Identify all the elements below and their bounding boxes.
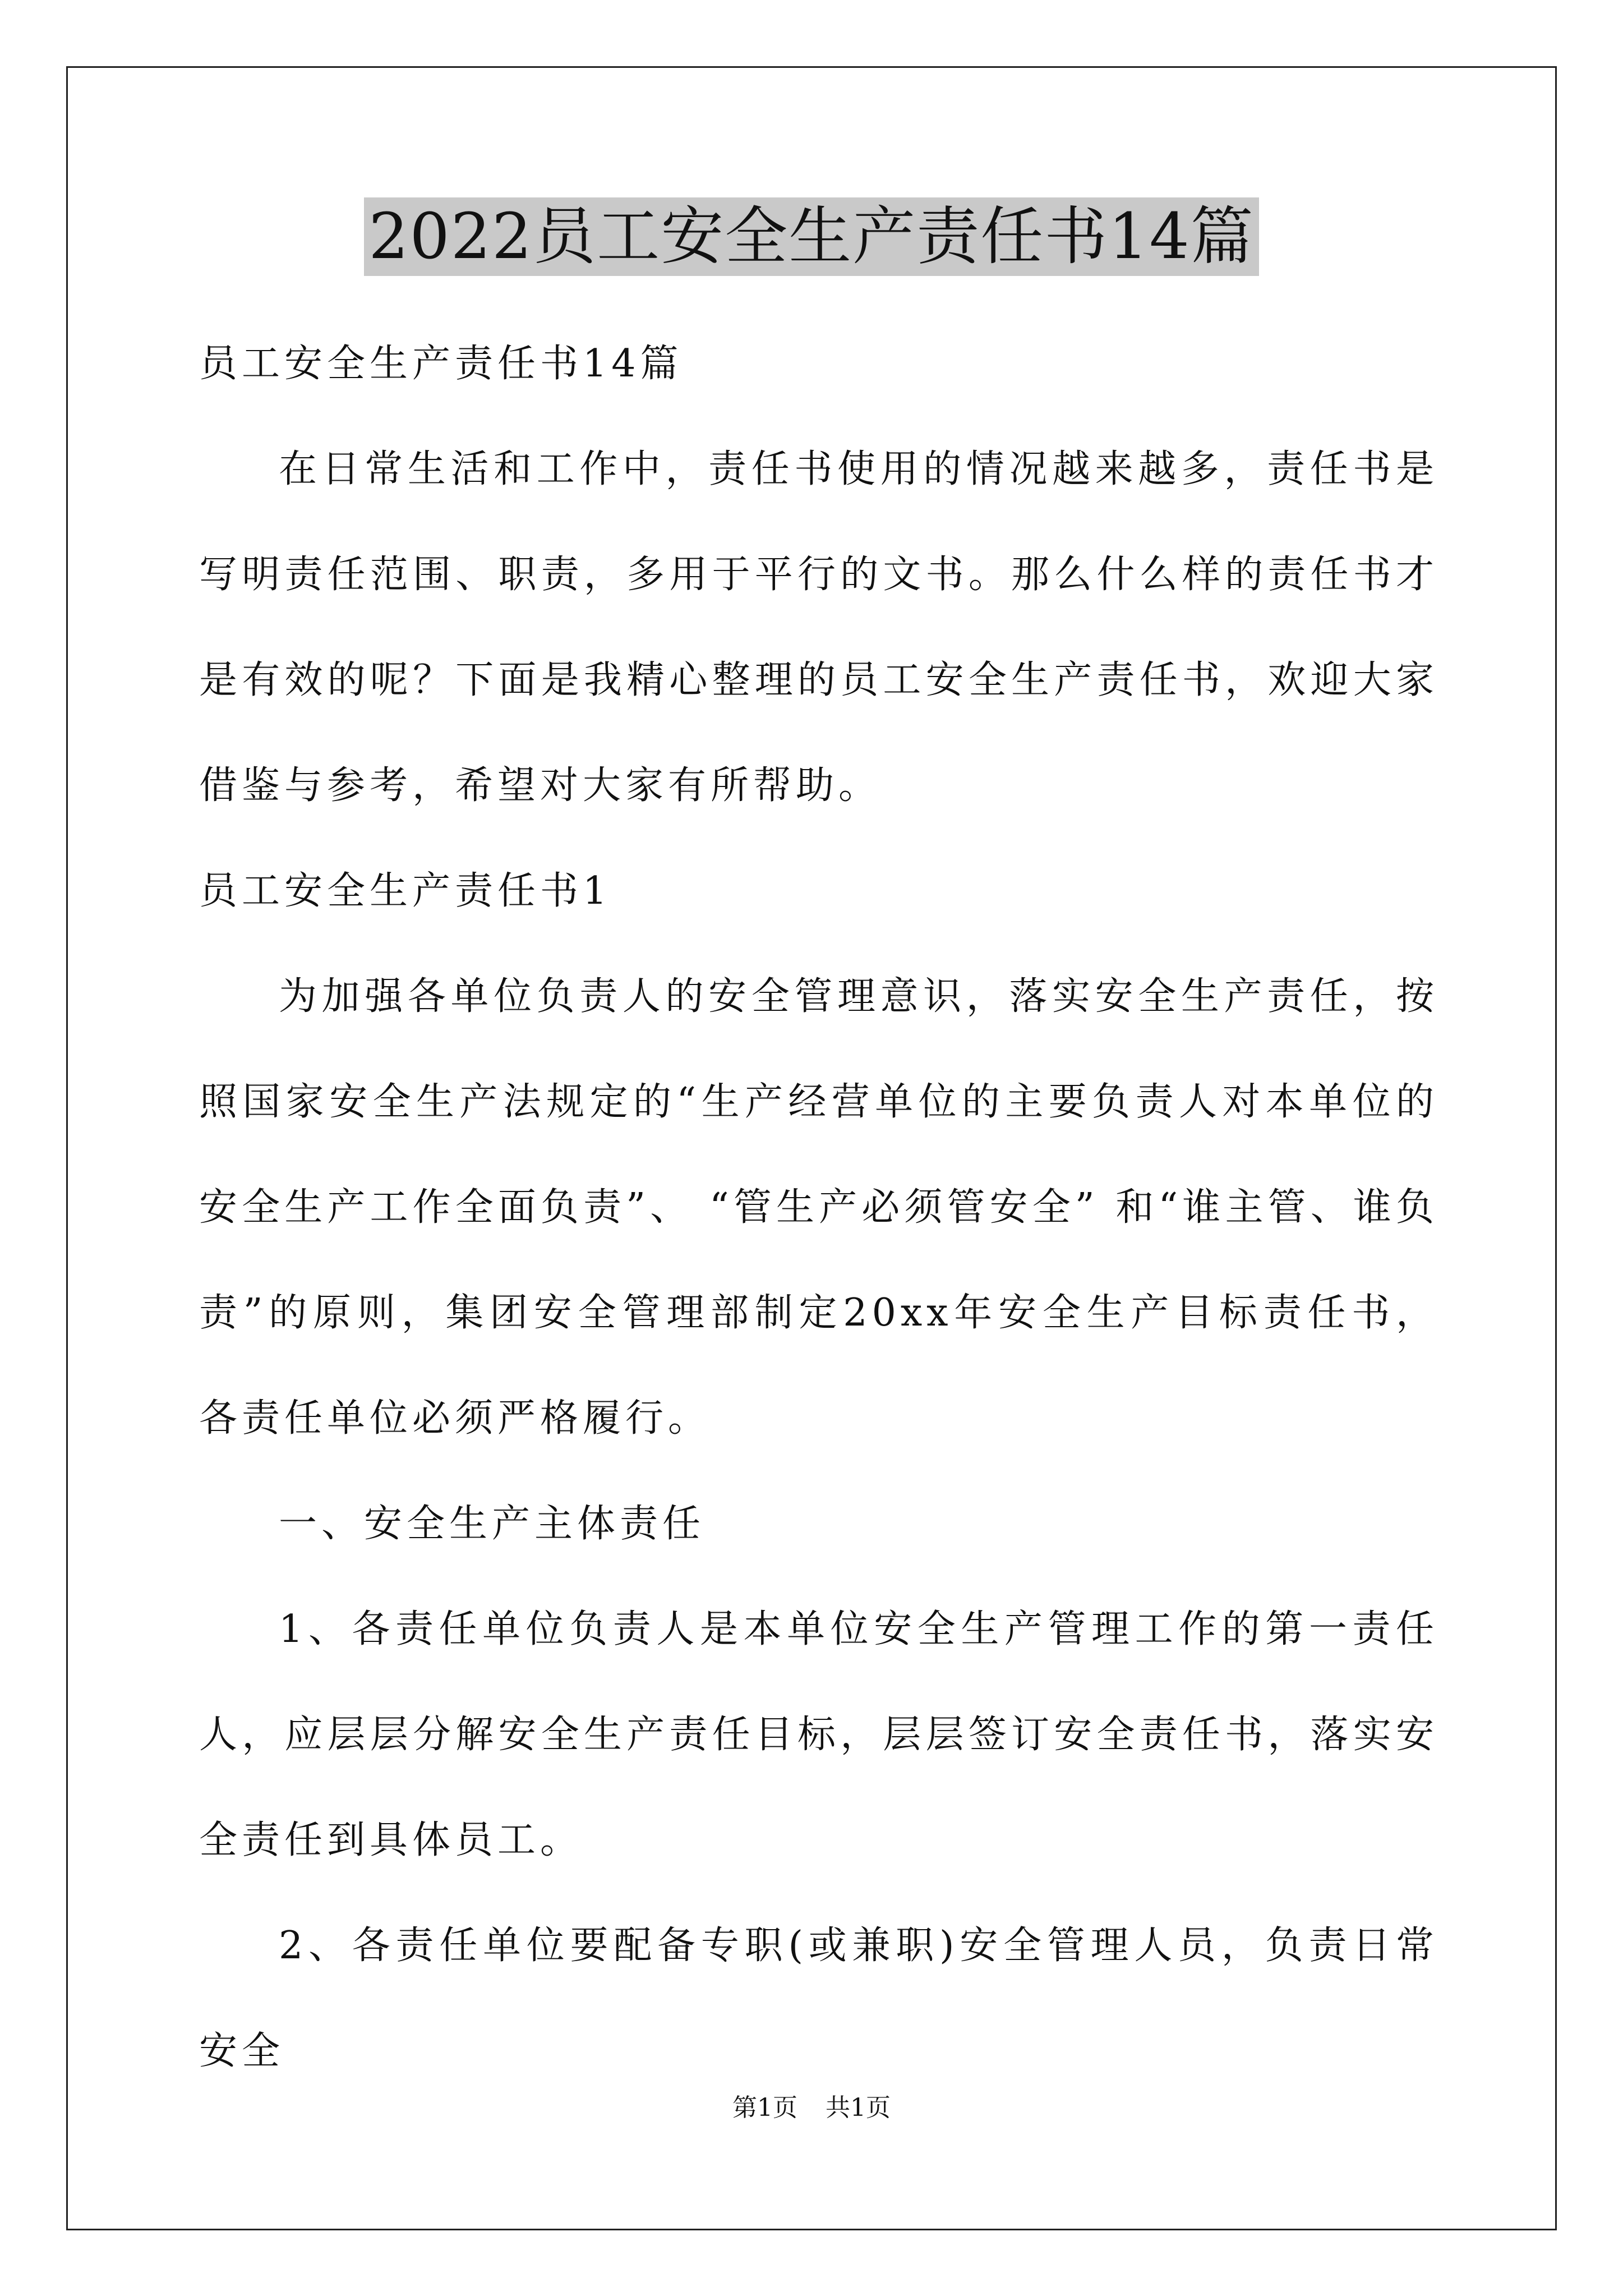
page-footer bbox=[0, 2091, 1623, 2125]
paragraph-section-heading: 员工安全生产责任书1 bbox=[199, 869, 612, 913]
paragraph-item-1: 1、各责任单位负责人是本单位安全生产管理工作的第一责任人，应层层分解安全生产责任目标，层层签订安全责任书，落实安全责任到具体员工。 bbox=[199, 1607, 1438, 1862]
paragraph-heading-1: 一、安全生产主体责任 bbox=[279, 1502, 706, 1546]
document-title: 2022员工安全生产责任书14篇 bbox=[364, 197, 1259, 276]
paragraph-body: 为加强各单位负责人的安全管理意识，落实安全生产责任，按照国家安全生产法规定的“生产经营单位的主要负责人对本单位的安全生产工作全面负责”、 “管生产必须管安全” 和“谁主管、谁负责”的原则，集团安全管理部制定20xx年安全生产目标责任书，各责任单位必须严格履行。 bbox=[199, 974, 1438, 1441]
page-number-current: 第1页 bbox=[732, 2093, 797, 2122]
title-container bbox=[0, 197, 1623, 276]
paragraph-subtitle: 员工安全生产责任书14篇 bbox=[199, 342, 683, 386]
page-number-total: 共1页 bbox=[826, 2093, 891, 2122]
document-body bbox=[199, 311, 1438, 2104]
paragraph-item-2: 2、各责任单位要配备专职(或兼职)安全管理人员，负责日常安全 bbox=[199, 1924, 1438, 2073]
paragraph-intro: 在日常生活和工作中，责任书使用的情况越来越多，责任书是写明责任范围、职责，多用于平行的文书。那么什么样的责任书才是有效的呢？下面是我精心整理的员工安全生产责任书，欢迎大家借鉴与参考，希望对大家有所帮助。 bbox=[199, 447, 1438, 808]
